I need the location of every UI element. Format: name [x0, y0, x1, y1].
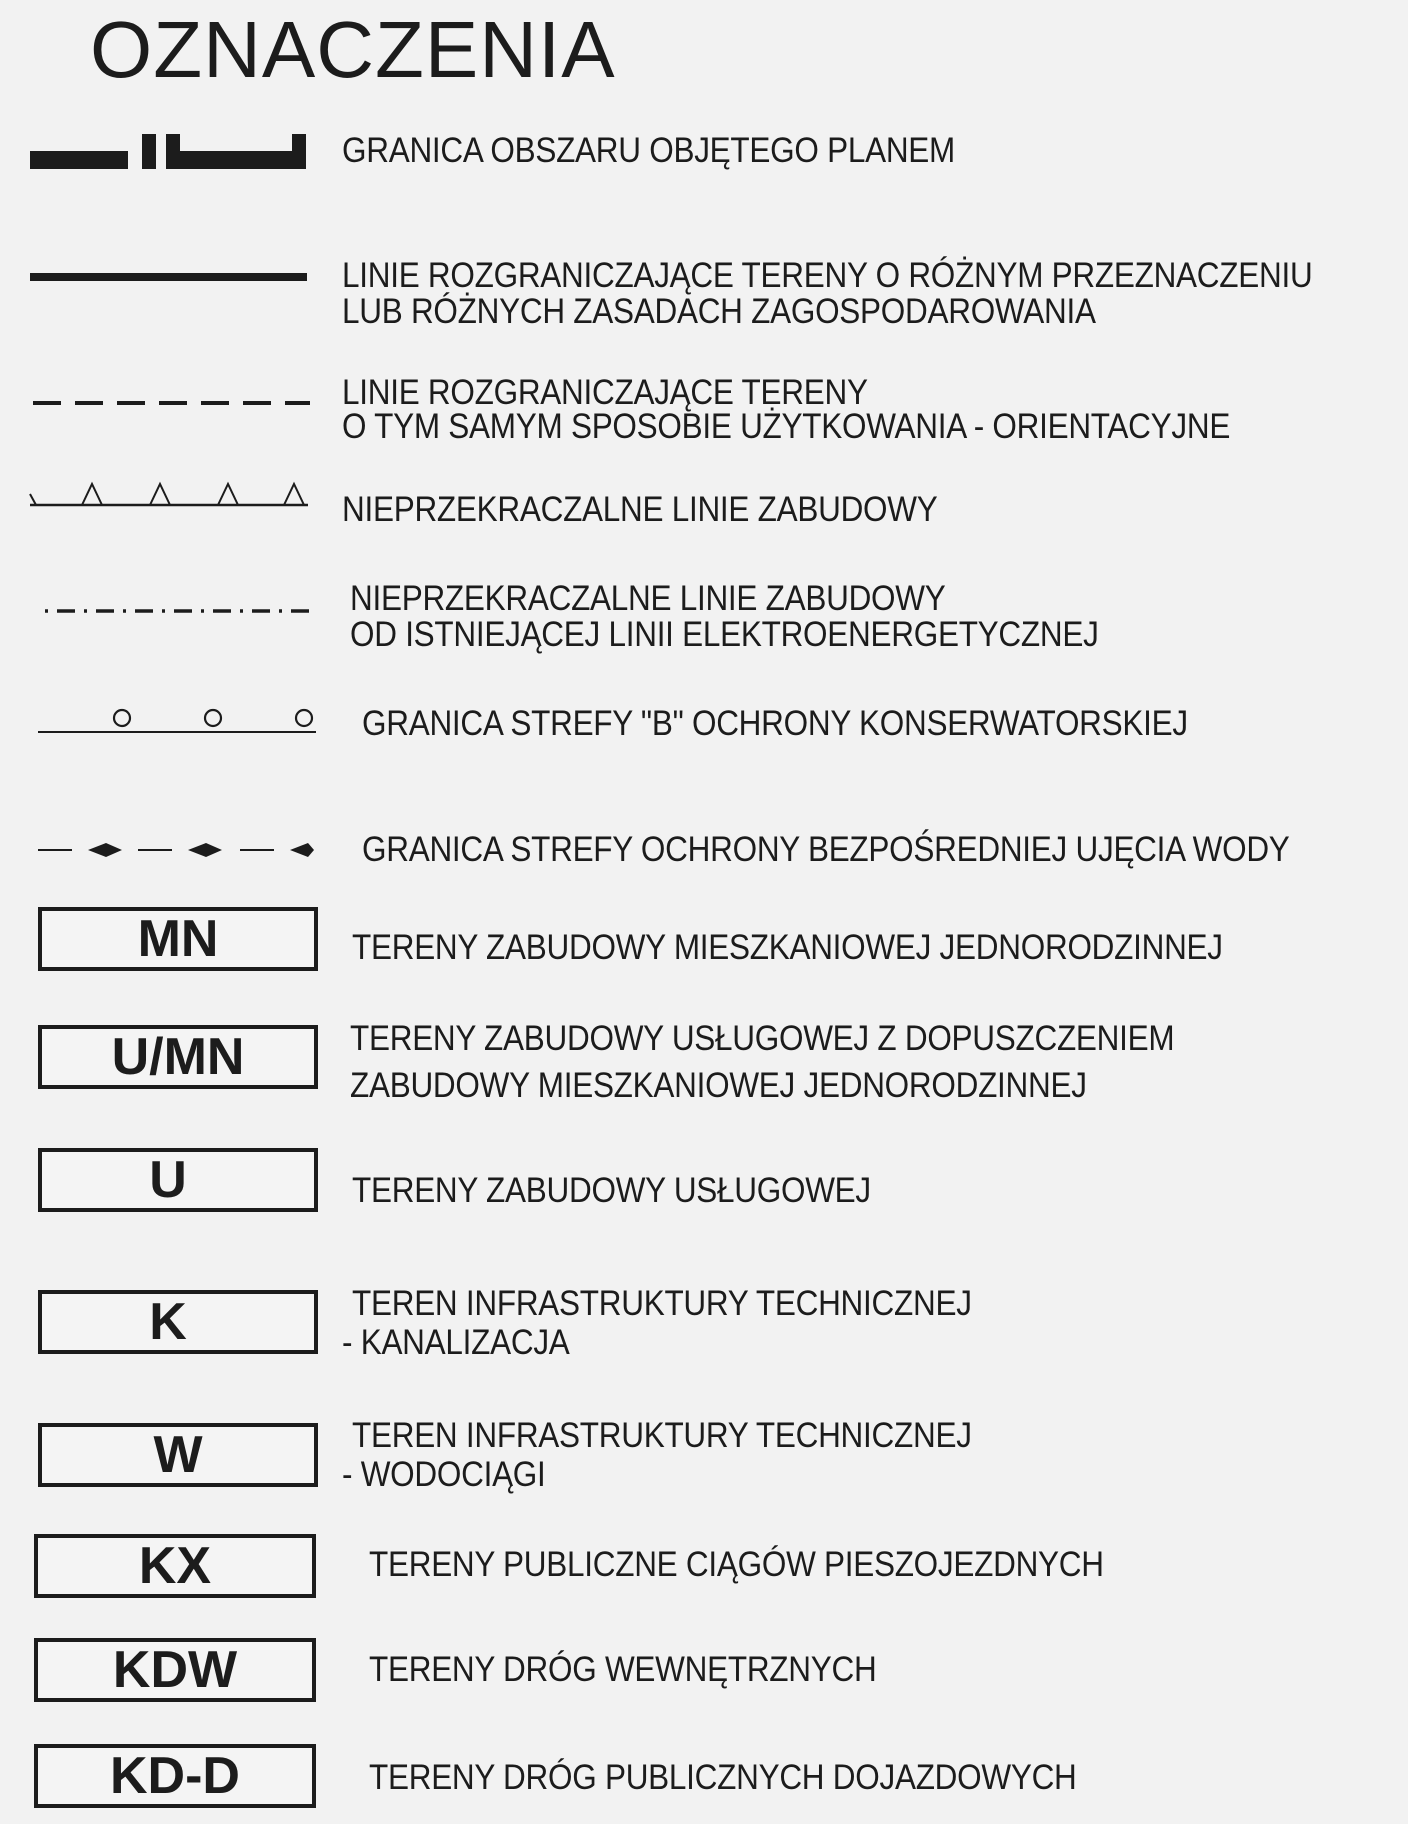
legend-text: TEREN INFRASTRUKTURY TECHNICZNEJ: [352, 1416, 972, 1455]
zone-code: KD-D: [110, 1747, 240, 1805]
legend-text: TERENY DRÓG WEWNĘTRZNYCH: [369, 1650, 877, 1689]
zone-code: KDW: [112, 1641, 238, 1699]
zone-code: KX: [138, 1537, 212, 1595]
legend-text: ZABUDOWY MIESZKANIOWEJ JEDNORODZINNEJ: [350, 1066, 1087, 1105]
legend-text: LINIE ROZGRANICZAJĄCE TERENY: [342, 373, 868, 412]
zone-code-box: [38, 1423, 318, 1487]
legend-text: O TYM SAMYM SPOSOBIE UŻYTKOWANIA - ORIENTACYJNE: [342, 407, 1231, 446]
legend-text: NIEPRZEKRACZALNE LINIE ZABUDOWY: [350, 579, 946, 618]
zone-code-box: [34, 1744, 316, 1808]
dashed-line-symbol: [30, 397, 315, 409]
legend-text: TERENY ZABUDOWY USŁUGOWEJ: [352, 1171, 871, 1210]
legend-text: GRANICA OBSZARU OBJĘTEGO PLANEM: [342, 131, 956, 170]
legend-text: TERENY ZABUDOWY USŁUGOWEJ Z DOPUSZCZENIEM: [350, 1019, 1175, 1058]
zone-code-box: [34, 1638, 316, 1702]
zone-code-box: [38, 1290, 318, 1354]
legend-text: TERENY DRÓG PUBLICZNYCH DOJAZDOWYCH: [369, 1758, 1077, 1797]
legend-text: TEREN INFRASTRUKTURY TECHNICZNEJ: [352, 1284, 972, 1323]
zone-code-box: [38, 907, 318, 971]
legend-text: TERENY PUBLICZNE CIĄGÓW PIESZOJEZDNYCH: [369, 1545, 1104, 1584]
zone-code: K: [149, 1293, 187, 1351]
solid-line-symbol: [30, 270, 310, 284]
diamond-line-symbol: [36, 838, 321, 862]
zone-code-box: [34, 1534, 316, 1598]
plan-boundary-symbol: [30, 130, 310, 175]
legend-text: GRANICA STREFY "B" OCHRONY KONSERWATORSKIEJ: [362, 704, 1188, 743]
zone-code: U: [149, 1151, 187, 1209]
zone-code: W: [153, 1426, 203, 1484]
legend-text: GRANICA STREFY OCHRONY BEZPOŚREDNIEJ UJĘCIA WODY: [362, 830, 1290, 869]
zone-code: U/MN: [111, 1028, 245, 1086]
zone-code-box: [38, 1025, 318, 1089]
legend-text: OD ISTNIEJĄCEJ LINII ELEKTROENERGETYCZNEJ: [350, 615, 1099, 654]
legend-text: LUB RÓŻNYCH ZASADACH ZAGOSPODAROWANIA: [342, 292, 1096, 331]
triangle-line-symbol: [28, 478, 313, 508]
legend-text: - WODOCIĄGI: [342, 1455, 546, 1494]
zone-code-box: [38, 1148, 318, 1212]
dashdot-line-symbol: [40, 604, 320, 618]
circle-line-symbol: [36, 704, 321, 736]
legend-title: OZNACZENIA: [90, 5, 616, 94]
legend-text: TERENY ZABUDOWY MIESZKANIOWEJ JEDNORODZINNEJ: [352, 928, 1223, 967]
legend-text: NIEPRZEKRACZALNE LINIE ZABUDOWY: [342, 490, 938, 529]
legend-text: - KANALIZACJA: [342, 1323, 570, 1362]
zone-code: MN: [137, 910, 219, 968]
legend-text: LINIE ROZGRANICZAJĄCE TERENY O RÓŻNYM PRZEZNACZENIU: [342, 256, 1313, 295]
